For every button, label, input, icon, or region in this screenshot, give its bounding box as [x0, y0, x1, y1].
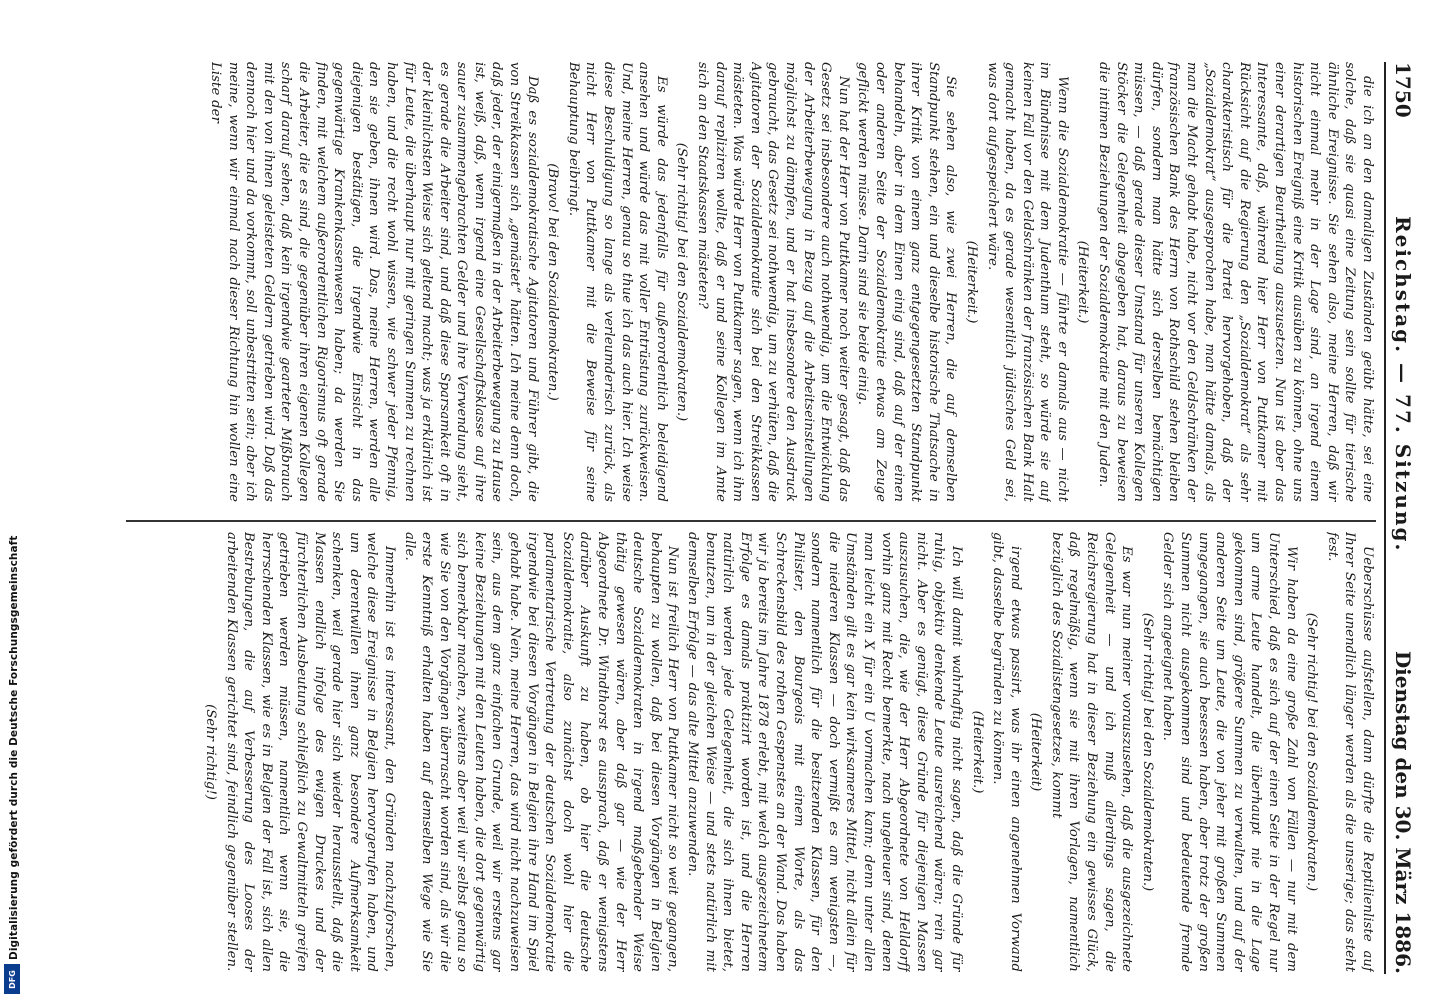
running-header [1384, 62, 1420, 974]
speech-paragraph: die ich an den damaligen Zuständen geübt hätte, sei eine solche, daß sie quasi eine Zeitung sein sollte für tierische ähnliche Ereignisse. Sie sehen also, meine Herren, daß wir nicht einmal mehr in der Lage sind, an irgend einem historischen Ereigniß eine Kritik ausüben zu können, ohne uns einer derartigen Beurtheilung auszusetzen. Nun ist aber das Interessante, daß, während hier Herr von Puttkamer mit Rücksicht auf die Regierung den „Sozialdemokrat“ als sehr charakteristisch für die Partei hervorgehoben, daß der „Sozialdemokrat“ ausgesprochen habe, man hätte damals, als man die Macht gehabt habe, nicht vor den Geldschränken der französischen Bank des Herrn von Rothschild stehen bleiben dürfen, sondern man hätte sich derselben bemächtigen müssen, — daß gerade dieser Umstand für unseren Kollegen Stöcker die Gelegenheit abgegeben hat, daraus zu beweisen die intimen Beziehungen der Sozialdemokratie mit den Juden. [1096, 62, 1375, 502]
session-title: Reichstag. — 77. Sitzung. [1391, 216, 1415, 553]
right-column [116, 532, 1376, 972]
speech-paragraph: Immerhin ist es interessant, den Gründen nachzuforschen, welche diese Ereignisse in Belgien hervorgerufen haben, und um derentwillen ihnen ganz besondere Aufmerksamkeit schenken, weil gerade hier sich wieder herausstellt, daß die Massen endlich infolge des ewigen Druckes und der fürchterlichen Ausbeutung schließlich zu Gewaltmitteln greifen getrieben werden müssen, namentlich wenn sie, die herrschenden Klassen, wie es in Belgien der Fall ist, sich allen Bestrebungen, die auf Verbesserung des Looses der arbeitenden Klassen gerichtet sind, feindlich gegenüber stellen. [223, 532, 397, 972]
interjection-remark: (Sehr richtig!) [203, 704, 218, 800]
session-date: Dienstag den 30. März 1886. [1391, 650, 1415, 974]
speech-paragraph: Nun ist freilich Herr von Puttkamer nicht so weit gegangen, behaupten zu wollen, daß bei diesen Vorgängen in Belgien deutsche Sozialdemokraten in irgend maßgebender Weise thätig gewesen wären, aber daß gar — wie der Herr Abgeordnete Dr. Windthorst es aussprach, daß er wenigstens darüber Auskunft zu haben, ob hier die deutsche Sozialdemokratie, also zunächst doch wohl hier die parlamentarische Vertretung der deutschen Sozialdemokratie irgendwie bei diesen Vorgängen in Belgien ihre Hand im Spiel gehabt habe. Nein, meine Herren, das wird nicht nachzuweisen sein, aus dem ganz einfachen Grunde, weil wir erstens gar keine Beziehungen mit den Leuten haben, die dort gegenwärtig sich bemerkbar machen, zweitens aber weil wir selbst genau so wie Sie von den Vorgängen überrascht worden sind, als wir die erste Kenntniß erhalten haben auf demselben Wege wie Sie alle. [401, 532, 681, 972]
footer-credit-strip [0, 0, 22, 1000]
page-number: 1750 [1391, 62, 1415, 118]
speech-paragraph: Wir haben da eine große Zahl von Fällen — nur mit dem Unterschied, daß es sich auf der einen Seite in der Regel nur um arme Leute handelt, die überhaupt nie in die Lage gekommen sind, größere Summen zu verwalten, und auf der anderen Seite um Leute, die von jeher mit großen Summen umgegangen, sie auch besessen haben, aber trotz der großen Summen nicht ausgekommen sind und bedeutende fremde Gelder sich angeeignet haben. [1160, 532, 1299, 972]
column-divider [126, 520, 1376, 522]
speech-paragraph: Ueberschüsse aufstellen, dann dürfte die Reptilienliste auf Ihrer Seite unendlich länger werden als die unserige; das steht fest. [1324, 532, 1375, 972]
speech-paragraph: Es war nun meiner vorauszusehen, daß die ausgezeichnete Gelegenheit — und ich muß allerdings sagen, die Reichsregierung hat in dieser Beziehung ein gewisses Glück, daß regelmäßig, wenn sie mit ihren Vorlagen, namentlich bezüglich des Sozialistengesetzes, kommt [1048, 532, 1135, 972]
interjection-remark: (Sehr richtig! bei den Sozialdemokraten.) [1139, 612, 1155, 892]
interjection-remark: (Heiterkeit) [1028, 712, 1044, 792]
dfg-logo [4, 964, 20, 994]
interjection-remark: (Sehr richtig! bei den Sozialdemokraten.) [1304, 612, 1320, 892]
speech-paragraph: Ich will damit wahrhaftig nicht sagen, daß die Gründe für ruhig, objektiv denkende Leute ausreichend wären; rein gar nicht. Aber es genügt, diese Gründe für diejenigen Massen auszusuchen, die, wie der Herr Abgeordnete von Helldorff vorhin ganz mit Recht bemerkte, nach ungeheuer sind, denen man leicht ein X für ein U vormachen kann; denn unter allen Umständen gilt es gar kein wirksameres Mittel, nicht allein für die niederen Klassen — doch vermißt es am wenigsten —, sondern namentlich für die besitzenden Klassen, für den Philister, den Bourgeois mit einem Worte, als das Schreckensbild des rothen Gespenstes an der Wand. Das haben wir ja bereits im Jahre 1878 erlebt, mit welch ausgezeichnetem Erfolge es damals praktizirt worden ist, und die Herren natürlich werden jede Gelegenheit, die sich ihnen bietet, benutzen, um in der gleichen Weise — und stets natürlich mit demselben Erfolge — das alte Mittel anzuwenden. [685, 532, 964, 972]
interjection-remark: (Heiterkeit.) [963, 240, 979, 324]
speech-paragraph: Es würde das jedenfalls für außerordentlich beleidigend ansehen und würde das mit voller Entrüstung zurückweisen. Und, meine Herren, genau so thue ich das auch hier. Ich weise diese Beschuldigung so lange als verleumderisch zurück, als nicht Herr von Puttkamer mit die Beweise für seine Behauptung beibringt. [565, 62, 669, 502]
interjection-remark: (Bravo! bei den Sozialdemokraten.) [545, 163, 561, 401]
interjection-remark: (Heiterkeit.) [1075, 240, 1091, 324]
dfg-logo-text: DFG [7, 969, 17, 989]
speech-paragraph: irgend etwas passirt, was ihr einen angenehmen Vorwand gibt, dasselbe begründen zu können. [990, 532, 1023, 972]
speech-paragraph: Daß es sozialdemokratische Agitatoren und Führer gibt, die von Streikkassen sich „gemästet“ hätten. Ich meine denn doch, daß jeder, der einigermaßen in der Arbeiterbewegung zu Hause ist, weiß, daß, wenn irgend eine Gesellschaftsklasse auf ihre sauer zusammengebrachten Gelder und ihre Verwendung sieht, es gerade die Arbeiter sind, und daß diese Sparsamkeit oft in der kleinlichsten Weise sich geltend macht; was ja erklärlich ist für Leute, die überhaupt nur mit geringen Summen zu rechnen haben, und die recht wohl wissen, wie schwer jeder Pfennig, den sie geben, ihnen wird. Das, meine Herren, werden alle diejenigen bestätigen, die irgendwie Einsicht in das gegenwärtige Krankenkassenwesen haben; da werden Sie finden, mit welchem außerordentlichen Rigorismus oft gerade die Arbeiter, die es sind, die gegenüber ihren eigenen Kollegen scharf darauf sehen, daß kein irgendwie gearteter Mißbrauch mit den von ihnen geleisteten Geldern getrieben wird. Daß das dennoch hier und da vorkommt, soll unbestritten sein; aber ich meine, wenn wir einmal nach dieser Richtung hin wollen eine Liste der [208, 62, 540, 502]
speech-paragraph: Sie sehen also, wie zwei Herren, die auf demselben Standpunkt stehen, ein und dieselbe historische Thatsache in ihrer Kritik von einem ganz entgegengesetzten Standpunkt behandeln, aber in dem Einen einig sind, daß auf der einen oder anderen Seite der Sozialdemokratie etwas am Zeuge geflickt werden müsse. Darin sind sie beide einig. [855, 62, 959, 502]
speech-paragraph: Wenn die Sozialdemokratie — führte er damals aus — nicht im Bündnisse mit dem Judenthum steht, so würde sie auf keinen Fall vor den Geldschränken der französischen Bank Halt gemacht haben, da es gerade wesentlich jüdisches Geld sei, was dort aufgespeichert wäre. [984, 62, 1070, 502]
speech-paragraph: Nun hat der Herr von Puttkamer noch weiter gesagt, daß das Gesetz sei insbesondere auch nothwendig, um die Entwicklung der Arbeiterbewegung in Bezug auf die Arbeitseinstellungen möglichst zu dämpfen, und er hat insbesondere den Ausdruck gebraucht, das Gesetz sei nothwendig, um zu verhüten, daß die Agitatoren der Sozialdemokratie sich bei den Streikkassen mästeten. Was würde Herr von Puttkamer sagen, wenn ich ihm darauf repliziren wollte, daß er und seine Kollegen im Amte sich an den Staatskassen mästeten? [695, 62, 851, 502]
digitization-credit: Digitalisierung gefördert durch die Deutsche Forschungsgemeinschaft [8, 535, 20, 960]
interjection-remark: (Sehr richtig! bei den Sozialdemokraten.) [674, 142, 690, 422]
page-content [110, 54, 1420, 984]
left-column [116, 62, 1376, 502]
scanned-page [110, 54, 1432, 984]
interjection-remark: (Heiterkeit.) [969, 710, 985, 794]
